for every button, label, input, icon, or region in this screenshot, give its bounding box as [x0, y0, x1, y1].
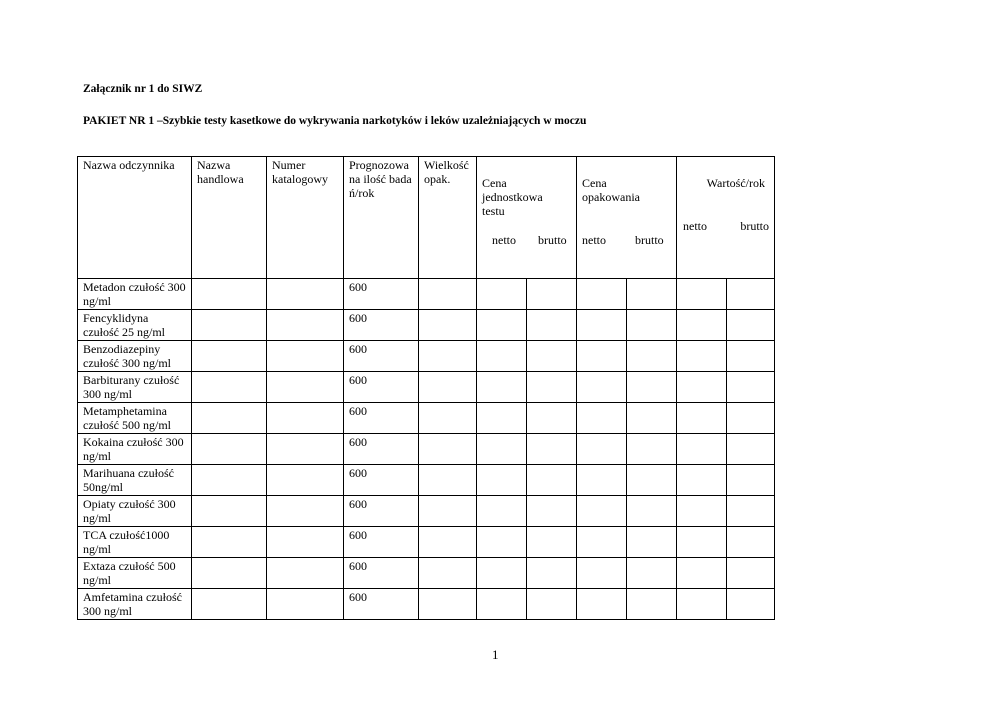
row-annual-value-netto	[677, 589, 727, 620]
row-catalog-number	[267, 279, 344, 310]
table-row	[78, 310, 775, 341]
row-unit-price-netto	[477, 589, 527, 620]
table-row	[78, 496, 775, 527]
row-annual-value-netto	[677, 372, 727, 403]
row-reagent-name: Metamphetamina czułość 500 ng/ml	[78, 403, 192, 434]
row-pack-price-brutto	[627, 465, 677, 496]
row-catalog-number	[267, 527, 344, 558]
row-pack-price-brutto	[627, 558, 677, 589]
row-pack-price-netto	[577, 403, 627, 434]
row-unit-price-brutto	[527, 279, 577, 310]
row-catalog-number	[267, 496, 344, 527]
header-forecast-qty: Prognozowana ilość badań/rok	[344, 157, 419, 279]
row-pack-price-brutto	[627, 279, 677, 310]
table-row	[78, 589, 775, 620]
header-supplier-name: Nazwa odczynnika	[78, 157, 192, 279]
row-trade-name	[192, 558, 267, 589]
row-pack-price-netto	[577, 589, 627, 620]
row-reagent-name: Fencyklidyna czułość 25 ng/ml	[78, 310, 192, 341]
row-pack-size	[419, 279, 477, 310]
table-row	[78, 403, 775, 434]
header-pack-price-label: Cena opakowania	[582, 176, 640, 204]
header-unit-price-label: Cena jednostkowa testu	[482, 176, 543, 218]
row-forecast-qty: 600	[344, 527, 419, 558]
row-pack-price-brutto	[627, 310, 677, 341]
row-annual-value-brutto	[727, 465, 775, 496]
header-annual-value	[677, 157, 775, 279]
row-annual-value-brutto	[727, 310, 775, 341]
table-row	[78, 558, 775, 589]
row-unit-price-netto	[477, 310, 527, 341]
row-forecast-qty: 600	[344, 589, 419, 620]
header-annual-value-brutto: brutto	[740, 219, 769, 233]
row-unit-price-netto	[477, 496, 527, 527]
row-annual-value-brutto	[727, 589, 775, 620]
row-annual-value-netto	[677, 310, 727, 341]
row-pack-size	[419, 341, 477, 372]
row-annual-value-brutto	[727, 558, 775, 589]
row-catalog-number	[267, 372, 344, 403]
row-reagent-name: Barbiturany czułość 300 ng/ml	[78, 372, 192, 403]
row-forecast-qty: 600	[344, 310, 419, 341]
row-unit-price-netto	[477, 403, 527, 434]
row-unit-price-brutto	[527, 372, 577, 403]
row-pack-price-brutto	[627, 372, 677, 403]
row-forecast-qty: 600	[344, 341, 419, 372]
row-unit-price-netto	[477, 341, 527, 372]
row-trade-name	[192, 527, 267, 558]
row-catalog-number	[267, 434, 344, 465]
annex-title: Załącznik nr 1 do SIWZ	[83, 83, 203, 95]
row-catalog-number	[267, 403, 344, 434]
row-unit-price-netto	[477, 279, 527, 310]
row-pack-size	[419, 527, 477, 558]
row-catalog-number	[267, 341, 344, 372]
table-row	[78, 434, 775, 465]
header-annual-value-label: Wartość/rok	[706, 176, 765, 190]
row-annual-value-netto	[677, 558, 727, 589]
table-row	[78, 341, 775, 372]
row-pack-size	[419, 434, 477, 465]
table-row	[78, 527, 775, 558]
row-trade-name	[192, 341, 267, 372]
row-unit-price-brutto	[527, 589, 577, 620]
row-pack-price-netto	[577, 372, 627, 403]
header-annual-value-netto: netto	[683, 219, 707, 233]
offer-table	[77, 156, 775, 620]
row-trade-name	[192, 372, 267, 403]
row-unit-price-brutto	[527, 434, 577, 465]
row-annual-value-netto	[677, 527, 727, 558]
row-pack-price-brutto	[627, 589, 677, 620]
row-pack-price-netto	[577, 496, 627, 527]
row-annual-value-brutto	[727, 496, 775, 527]
row-pack-price-netto	[577, 465, 627, 496]
row-unit-price-brutto	[527, 496, 577, 527]
header-pack-price-netto: netto	[582, 233, 606, 247]
header-pack-size: Wielkość opak.	[419, 157, 477, 279]
row-reagent-name: Metadon czułość 300 ng/ml	[78, 279, 192, 310]
row-annual-value-netto	[677, 434, 727, 465]
table-row	[78, 465, 775, 496]
row-trade-name	[192, 496, 267, 527]
row-forecast-qty: 600	[344, 279, 419, 310]
row-pack-size	[419, 465, 477, 496]
row-trade-name	[192, 310, 267, 341]
header-catalog-number: Numer katalogowy	[267, 157, 344, 279]
table-row	[78, 372, 775, 403]
row-annual-value-brutto	[727, 372, 775, 403]
row-forecast-qty: 600	[344, 496, 419, 527]
row-forecast-qty: 600	[344, 434, 419, 465]
row-forecast-qty: 600	[344, 372, 419, 403]
row-annual-value-brutto	[727, 434, 775, 465]
row-annual-value-netto	[677, 465, 727, 496]
header-trade-name: Nazwa handlowa	[192, 157, 267, 279]
row-unit-price-netto	[477, 372, 527, 403]
header-unit-price-netto: netto	[492, 233, 516, 247]
row-unit-price-brutto	[527, 558, 577, 589]
row-annual-value-netto	[677, 403, 727, 434]
row-catalog-number	[267, 558, 344, 589]
row-reagent-name: Marihuana czułość 50ng/ml	[78, 465, 192, 496]
row-pack-price-netto	[577, 434, 627, 465]
row-unit-price-brutto	[527, 341, 577, 372]
header-unit-price	[477, 157, 577, 279]
row-reagent-name: TCA czułość1000 ng/ml	[78, 527, 192, 558]
row-unit-price-brutto	[527, 310, 577, 341]
row-unit-price-netto	[477, 527, 527, 558]
header-pack-price-brutto: brutto	[635, 233, 664, 247]
row-pack-size	[419, 589, 477, 620]
row-pack-price-brutto	[627, 403, 677, 434]
row-trade-name	[192, 279, 267, 310]
row-forecast-qty: 600	[344, 558, 419, 589]
row-trade-name	[192, 434, 267, 465]
row-pack-size	[419, 496, 477, 527]
header-unit-price-brutto: brutto	[538, 233, 567, 247]
row-unit-price-netto	[477, 465, 527, 496]
row-reagent-name: Amfetamina czułość 300 ng/ml	[78, 589, 192, 620]
row-catalog-number	[267, 465, 344, 496]
row-annual-value-brutto	[727, 341, 775, 372]
row-pack-price-netto	[577, 310, 627, 341]
header-pack-price	[577, 157, 677, 279]
row-unit-price-netto	[477, 434, 527, 465]
row-reagent-name: Opiaty czułość 300 ng/ml	[78, 496, 192, 527]
row-catalog-number	[267, 310, 344, 341]
row-unit-price-brutto	[527, 465, 577, 496]
row-pack-price-netto	[577, 341, 627, 372]
row-reagent-name: Benzodiazepiny czułość 300 ng/ml	[78, 341, 192, 372]
row-trade-name	[192, 589, 267, 620]
page-number: 1	[492, 647, 499, 662]
row-pack-price-netto	[577, 527, 627, 558]
row-pack-price-netto	[577, 279, 627, 310]
row-trade-name	[192, 403, 267, 434]
row-unit-price-brutto	[527, 527, 577, 558]
row-annual-value-netto	[677, 496, 727, 527]
row-pack-price-netto	[577, 558, 627, 589]
row-annual-value-brutto	[727, 527, 775, 558]
package-title: PAKIET NR 1 –Szybkie testy kasetkowe do wykrywania narkotyków i leków uzależniających w moczu	[83, 115, 587, 127]
row-pack-size	[419, 372, 477, 403]
row-forecast-qty: 600	[344, 465, 419, 496]
row-unit-price-brutto	[527, 403, 577, 434]
row-catalog-number	[267, 589, 344, 620]
table-row	[78, 279, 775, 310]
row-annual-value-netto	[677, 279, 727, 310]
row-annual-value-netto	[677, 341, 727, 372]
row-pack-size	[419, 558, 477, 589]
row-forecast-qty: 600	[344, 403, 419, 434]
header-row	[78, 157, 775, 279]
row-pack-size	[419, 403, 477, 434]
row-pack-price-brutto	[627, 496, 677, 527]
row-pack-size	[419, 310, 477, 341]
row-pack-price-brutto	[627, 434, 677, 465]
row-unit-price-netto	[477, 558, 527, 589]
row-pack-price-brutto	[627, 341, 677, 372]
row-reagent-name: Extaza czułość 500 ng/ml	[78, 558, 192, 589]
row-pack-price-brutto	[627, 527, 677, 558]
row-annual-value-brutto	[727, 279, 775, 310]
row-reagent-name: Kokaina czułość 300 ng/ml	[78, 434, 192, 465]
row-annual-value-brutto	[727, 403, 775, 434]
row-trade-name	[192, 465, 267, 496]
